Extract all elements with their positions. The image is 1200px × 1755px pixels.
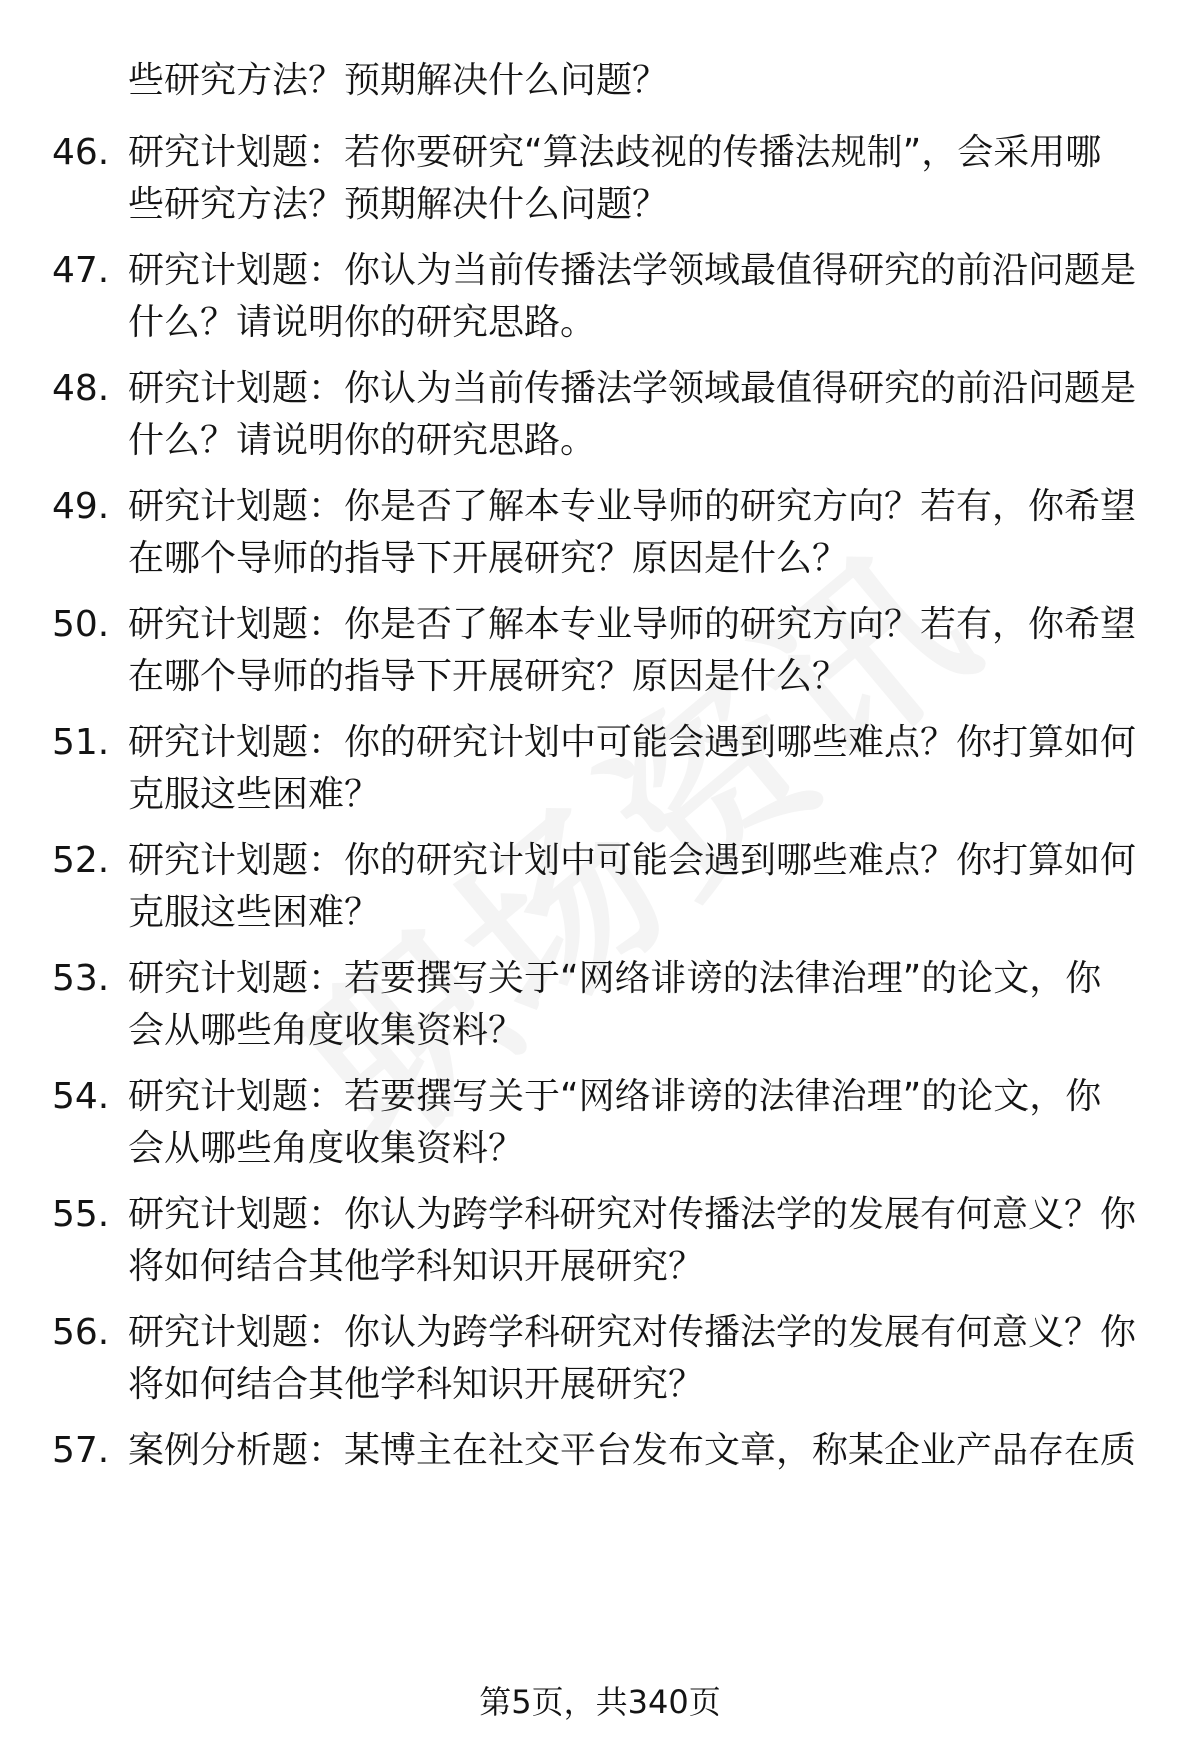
question-text-line: 研究计划题：你的研究计划中可能会遇到哪些难点？你打算如何 — [128, 722, 1137, 763]
question-number: 47. — [52, 250, 110, 291]
question-number: 54. — [52, 1076, 110, 1117]
question-text-line: 会从哪些角度收集资料？ — [128, 1128, 525, 1169]
question-text-line: 研究计划题：你是否了解本专业导师的研究方向？若有，你希望 — [128, 486, 1137, 527]
question-text-line: 克服这些困难？ — [128, 892, 381, 933]
question-text-line: 研究计划题：若要撰写关于“网络诽谤的法律治理”的论文，你 — [128, 958, 1102, 999]
question-text-line: 研究计划题：你认为跨学科研究对传播法学的发展有何意义？你 — [128, 1312, 1137, 1353]
question-number: 51. — [52, 722, 110, 763]
question-text-line: 研究计划题：你的研究计划中可能会遇到哪些难点？你打算如何 — [128, 840, 1137, 881]
question-text-line: 研究计划题：若你要研究“算法歧视的传播法规制”，会采用哪 — [128, 132, 1102, 173]
question-text-line: 些研究方法？预期解决什么问题？ — [128, 60, 669, 101]
question-text-line: 研究计划题：你认为当前传播法学领域最值得研究的前沿问题是 — [128, 368, 1137, 409]
question-text-line: 案例分析题：某博主在社交平台发布文章，称某企业产品存在质 — [128, 1430, 1137, 1471]
question-text-line: 研究计划题：你认为跨学科研究对传播法学的发展有何意义？你 — [128, 1194, 1137, 1235]
question-number: 52. — [52, 840, 110, 881]
question-text-line: 什么？请说明你的研究思路。 — [128, 302, 597, 343]
question-text-line: 些研究方法？预期解决什么问题？ — [128, 184, 669, 225]
question-text-line: 将如何结合其他学科知识开展研究？ — [128, 1246, 705, 1287]
question-text-line: 在哪个导师的指导下开展研究？原因是什么？ — [128, 538, 849, 579]
question-number: 48. — [52, 368, 110, 409]
question-text-line: 在哪个导师的指导下开展研究？原因是什么？ — [128, 656, 849, 697]
question-text-line: 研究计划题：若要撰写关于“网络诽谤的法律治理”的论文，你 — [128, 1076, 1102, 1117]
question-number: 50. — [52, 604, 110, 645]
question-number: 53. — [52, 958, 110, 999]
question-number: 49. — [52, 486, 110, 527]
question-number: 46. — [52, 132, 110, 173]
question-text-line: 什么？请说明你的研究思路。 — [128, 420, 597, 461]
page-footer: 第5页，共340页 — [479, 1683, 721, 1721]
question-text-line: 会从哪些角度收集资料？ — [128, 1010, 525, 1051]
question-number: 56. — [52, 1312, 110, 1353]
question-text-line: 研究计划题：你是否了解本专业导师的研究方向？若有，你希望 — [128, 604, 1137, 645]
question-text-line: 研究计划题：你认为当前传播法学领域最值得研究的前沿问题是 — [128, 250, 1137, 291]
question-text-line: 将如何结合其他学科知识开展研究？ — [128, 1364, 705, 1405]
question-number: 55. — [52, 1194, 110, 1235]
question-number: 57. — [52, 1430, 110, 1471]
question-text-line: 克服这些困难？ — [128, 774, 381, 815]
